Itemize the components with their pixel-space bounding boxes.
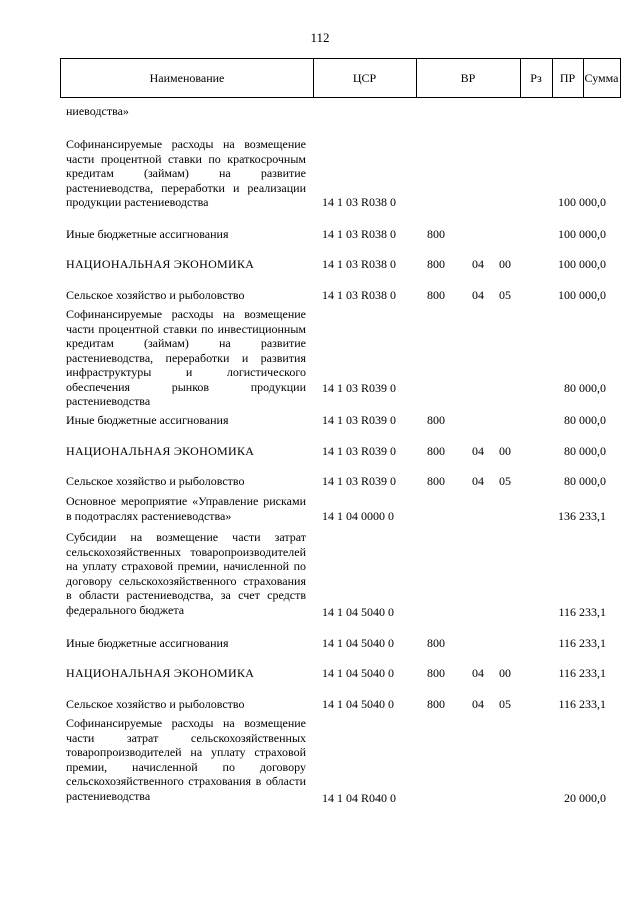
row-name: Основное мероприятие «Управление рисками в подотраслях растениеводства» xyxy=(66,494,306,523)
row-csr: 14 1 03 R038 0 xyxy=(322,288,397,302)
row-vr: 800 xyxy=(427,444,445,458)
column-header-csr: ЦСР xyxy=(352,71,377,85)
row-sum: 116 233,1 xyxy=(558,697,606,711)
column-header-rz: Рз xyxy=(530,71,542,85)
table-header xyxy=(60,58,621,98)
row-sum: 100 000,0 xyxy=(558,227,606,241)
row-csr: 14 1 03 R039 0 xyxy=(322,381,397,395)
row-sum: 80 000,0 xyxy=(564,444,606,458)
row-sum: 116 233,1 xyxy=(558,636,606,650)
row-vr: 800 xyxy=(427,697,445,711)
row-csr: 14 1 03 R039 0 xyxy=(322,413,397,427)
row-rz: 04 xyxy=(472,666,484,680)
column-header-pr: ПР xyxy=(559,71,576,85)
row-name: Иные бюджетные ассигнования xyxy=(66,227,229,241)
row-sum: 136 233,1 xyxy=(558,509,606,523)
row-csr: 14 1 04 5040 0 xyxy=(322,697,394,711)
row-vr: 800 xyxy=(427,257,445,271)
row-pr: 00 xyxy=(499,444,511,458)
row-csr: 14 1 04 5040 0 xyxy=(322,605,394,619)
row-sum: 80 000,0 xyxy=(564,413,606,427)
row-vr: 800 xyxy=(427,288,445,302)
row-vr: 800 xyxy=(427,636,445,650)
row-csr: 14 1 04 R040 0 xyxy=(322,791,397,805)
column-header-name: Наименование xyxy=(149,71,225,85)
column-header-vr: ВР xyxy=(460,71,476,85)
row-name: Софинансируемые расходы на возмещение части процентной ставки по инвестиционным кредитам (займам) на развитие растениеводства, переработки и развития инфраструктуры и логистического обеспечения рынков продукции растениеводства xyxy=(66,307,306,408)
row-sum: 100 000,0 xyxy=(558,195,606,209)
row-name: Иные бюджетные ассигнования xyxy=(66,413,229,427)
column-header-sum: Сумма xyxy=(584,71,619,85)
row-pr: 00 xyxy=(499,257,511,271)
row-sum: 80 000,0 xyxy=(564,381,606,395)
row-csr: 14 1 03 R038 0 xyxy=(322,195,397,209)
row-csr: 14 1 04 0000 0 xyxy=(322,509,394,523)
row-csr: 14 1 04 5040 0 xyxy=(322,666,394,680)
row-csr: 14 1 03 R039 0 xyxy=(322,444,397,458)
row-sum: 100 000,0 xyxy=(558,288,606,302)
row-name: НАЦИОНАЛЬНАЯ ЭКОНОМИКА xyxy=(66,257,255,271)
row-csr: 14 1 03 R038 0 xyxy=(322,257,397,271)
row-name: Сельское хозяйство и рыболовство xyxy=(66,474,245,488)
row-rz: 04 xyxy=(472,257,484,271)
row-name: Сельское хозяйство и рыболовство xyxy=(66,697,245,711)
row-name: НАЦИОНАЛЬНАЯ ЭКОНОМИКА xyxy=(66,444,255,458)
row-name: НАЦИОНАЛЬНАЯ ЭКОНОМИКА xyxy=(66,666,255,680)
row-pr: 05 xyxy=(499,474,511,488)
row-rz: 04 xyxy=(472,474,484,488)
row-name: Субсидии на возмещение части затрат сельскохозяйственных товаропроизводителей на уплату страховой премии, начисленной по договору сельскохозяйственного страхования в области растениеводства, за счет средств федерального бюджета xyxy=(66,530,306,617)
row-name: Софинансируемые расходы на возмещение части затрат сельскохозяйственных товаропроизводителей на уплату страховой премии, начисленной по договору сельскохозяйственного страхования в области растениеводства xyxy=(66,716,306,803)
row-vr: 800 xyxy=(427,474,445,488)
row-csr: 14 1 03 R039 0 xyxy=(322,474,397,488)
row-name: Софинансируемые расходы на возмещение части процентной ставки по краткосрочным кредитам (займам) на развитие растениеводства, переработки и реализации продукции растениеводства xyxy=(66,137,306,209)
carryover-text: ниеводства» xyxy=(66,104,129,118)
row-vr: 800 xyxy=(427,666,445,680)
row-vr: 800 xyxy=(427,227,445,241)
row-pr: 05 xyxy=(499,288,511,302)
row-pr: 00 xyxy=(499,666,511,680)
row-name: Сельское хозяйство и рыболовство xyxy=(66,288,245,302)
row-sum: 80 000,0 xyxy=(564,474,606,488)
row-name: Иные бюджетные ассигнования xyxy=(66,636,229,650)
row-sum: 116 233,1 xyxy=(558,666,606,680)
row-sum: 100 000,0 xyxy=(558,257,606,271)
row-csr: 14 1 04 5040 0 xyxy=(322,636,394,650)
row-sum: 20 000,0 xyxy=(564,791,606,805)
row-rz: 04 xyxy=(472,444,484,458)
row-rz: 04 xyxy=(472,697,484,711)
row-csr: 14 1 03 R038 0 xyxy=(322,227,397,241)
row-sum: 116 233,1 xyxy=(558,605,606,619)
row-rz: 04 xyxy=(472,288,484,302)
page-number: 112 xyxy=(310,30,330,45)
row-vr: 800 xyxy=(427,413,445,427)
row-pr: 05 xyxy=(499,697,511,711)
